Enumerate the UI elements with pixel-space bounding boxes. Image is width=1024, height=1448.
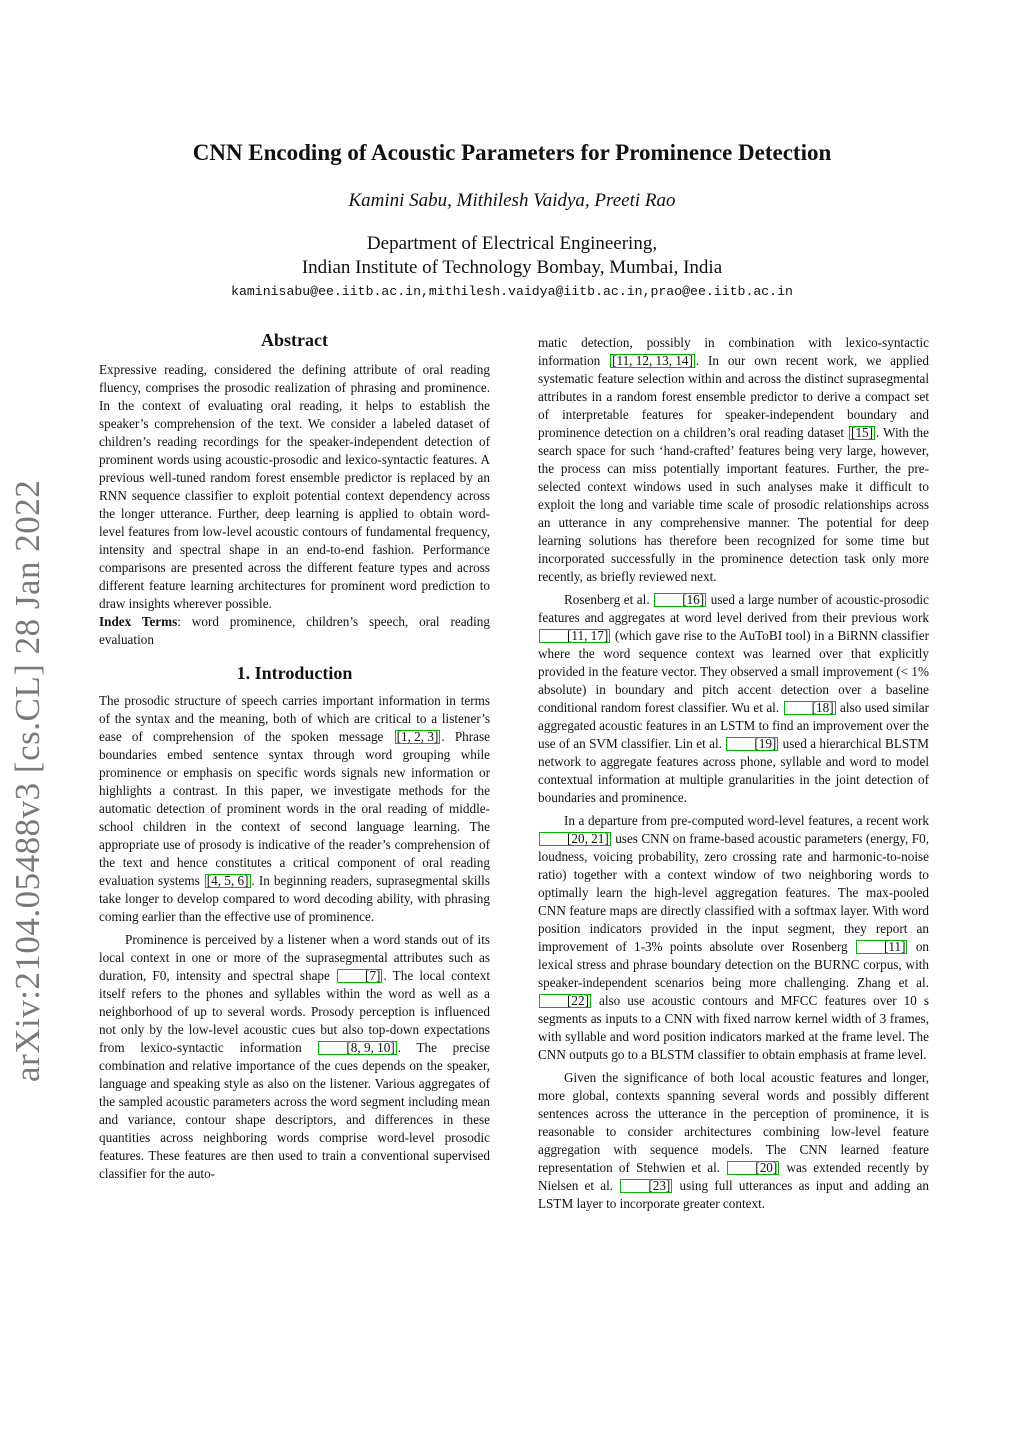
text-run: on lexical stress and phrase boundary detection on the BURNC corpus, with speaker-independent scenarios being more challenging. Zhang et al. bbox=[538, 939, 930, 990]
citation-link[interactable]: [18] bbox=[784, 701, 836, 715]
text-run: The prosodic structure of speech carries important information in terms of the syntax and the meaning, both of which are critical to a listener’s ease of comprehension of the spoken message bbox=[99, 693, 490, 744]
citation-link[interactable]: [20, 21] bbox=[539, 832, 611, 846]
citation-link[interactable]: [15] bbox=[851, 425, 874, 440]
text-run: used a large number of acoustic-prosodic features and aggregates at word level derived from their previous work bbox=[538, 592, 929, 625]
intro-paragraph-3 bbox=[538, 591, 929, 807]
text-run: matic detection, possibly in combination with lexico-syntactic information bbox=[538, 335, 929, 368]
introduction-heading: 1. Introduction bbox=[236, 663, 353, 683]
index-terms bbox=[99, 613, 490, 649]
text-run: . With the search space for such ‘hand-crafted’ features being very large, however, the process can miss potentially important features. Further, the pre-selected context windows used in such analyses make it difficult to exploit the long and variable time scale of prosodic relationships across an utterance in any comprehensive manner. The potential for deep learning solutions has therefore been recognized for some time but incorporated successfully in the prominence detection task only more recently, as briefly reviewed next. bbox=[538, 425, 929, 584]
affiliation bbox=[0, 232, 1024, 280]
right-column bbox=[538, 334, 929, 1213]
citation-link[interactable]: [20] bbox=[727, 1161, 779, 1175]
citation-link[interactable]: [22] bbox=[539, 994, 591, 1008]
intro-paragraph-5 bbox=[538, 1069, 929, 1213]
paper-title: CNN Encoding of Acoustic Parameters for Prominence Detection bbox=[192, 140, 832, 165]
text-run: . The local context itself refers to the phones and syllables within the word as well as a neighborhood of up to several words. Prosody perception is influenced not only by the low-level acoustic cues but also top-down expectations from lexico-syntactic information bbox=[99, 968, 490, 1055]
citation-link[interactable]: [11, 17] bbox=[539, 629, 610, 643]
intro-paragraph-2-continued bbox=[538, 334, 929, 586]
index-terms-text: : word prominence, children’s speech, oral reading evaluation bbox=[99, 614, 490, 647]
text-run: . In our own recent work, we applied systematic feature selection within and across the distinct suprasegmental attributes in a random forest ensemble predictor to derive a compact set of interpretable features for speaker-independent boundary and prominence detection on a children’s oral reading dataset bbox=[538, 353, 929, 440]
citation-link[interactable]: [7] bbox=[337, 969, 382, 983]
citation-link[interactable]: [11, 12, 13, 14] bbox=[612, 353, 693, 368]
author-emails: kaminisabu@ee.iitb.ac.in,mithilesh.vaidya@iitb.ac.in,prao@ee.iitb.ac.in bbox=[231, 284, 793, 299]
abstract-text: Expressive reading, considered the defining attribute of oral reading fluency, comprises the prosodic realization of phrasing and prominence. In the context of evaluating oral reading, it helps to establish the speaker’s comprehension of the text. We consider a labeled dataset of children’s reading recordings for the speaker-independent detection of prominent words using acoustic-prosodic and lexico-syntactic features. A previous well-tuned random forest ensemble predictor is replaced by an RNN sequence classifier to exploit potential context dependency across the longer utterance. Further, deep learning is applied to obtain word-level features from low-level acoustic contours of fundamental frequency, intensity and spectral shape in an end-to-end fashion. Performance comparisons are presented across the different feature types and across different feature learning architectures for prominent word prediction to draw insights wherever possible. bbox=[99, 362, 490, 611]
text-run: Rosenberg et al. bbox=[564, 592, 654, 607]
affiliation-line-1: Department of Electrical Engineering, bbox=[366, 233, 658, 254]
text-run: using full utterances as input and adding an LSTM layer to incorporate greater context. bbox=[538, 1178, 929, 1211]
text-run: used a hierarchical BLSTM network to aggregate features across phone, syllable and word to model contextual information at multiple granularities in the joint detection of boundaries and prominence. bbox=[538, 736, 929, 805]
text-run: . In beginning readers, suprasegmental skills take longer to develop compared to word decoding ability, with phrasing coming earlier than the effective use of prominence. bbox=[99, 873, 490, 924]
abstract-heading: Abstract bbox=[261, 330, 328, 350]
citation-link[interactable]: [19] bbox=[726, 737, 778, 751]
text-run: . Phrase boundaries embed sentence syntax through word grouping while prominence or emphasis on specific words signals new information or highlights a contrast. In this paper, we investigate methods for the automatic detection of prominent words in the oral reading of middle-school children in the context of second language learning. The appropriate use of prosody is indicative of the reader’s comprehension of the text and hence constitutes a critical component of oral reading evaluation systems bbox=[99, 729, 490, 888]
citation-link[interactable]: [4, 5, 6] bbox=[206, 873, 249, 888]
paper-authors: Kamini Sabu, Mithilesh Vaidya, Preeti Rao bbox=[348, 190, 676, 211]
text-run: was extended recently by Nielsen et al. bbox=[538, 1160, 930, 1193]
text-run: . The precise combination and relative importance of the cues depends on the speaker, language and speaking style as also on the listener. Various aggregates of the sampled acoustic parameters across the word segment including mean and variance, contour shape descriptors, and differences in these quantities across neighboring words comprise word-level prosodic features. These features are then used to train a conventional supervised classifier for the auto- bbox=[99, 1040, 490, 1181]
left-column bbox=[99, 330, 490, 1183]
arxiv-sidebar-identifier bbox=[8, 430, 88, 1082]
intro-paragraph-4 bbox=[538, 812, 929, 1064]
citation-link[interactable]: [11] bbox=[856, 940, 907, 954]
arxiv-id-text: arXiv:2104.05488v3 [cs.CL] 28 Jan 2022 bbox=[8, 479, 47, 1082]
text-run: (which gave rise to the AuToBI tool) in a BiRNN classifier where the word sequence context was learned over that explicitly provided in the feature vector. They observed a small improvement (< 1% absolute) in boundary and pitch accent detection over a baseline conditional random forest classifier. Wu et al. bbox=[538, 628, 929, 715]
text-run: Given the significance of both local acoustic features and longer, more global, contexts spanning several words and possibly different sentences across the utterance in the perception of prominence, it is reasonable to consider architectures combining low-level feature aggregation with sequence models. The CNN learned feature representation of Stehwien et al. bbox=[538, 1070, 929, 1175]
text-run: In a departure from pre-computed word-level features, a recent work bbox=[564, 813, 929, 828]
text-run: also used similar aggregated acoustic features in an LSTM to find an improvement over the use of an SVM classifier. Lin et al. bbox=[538, 700, 929, 751]
citation-link[interactable]: [8, 9, 10] bbox=[318, 1041, 396, 1055]
citation-link[interactable]: [16] bbox=[654, 593, 706, 607]
text-run: also use acoustic contours and MFCC features over 10 s segments as inputs to a CNN with fixed narrow kernel width of 3 frames, with syllable and word position indicators marked at the frame level. The CNN outputs go to a BLSTM classifier to obtain emphasis at frame level. bbox=[538, 993, 929, 1062]
affiliation-line-2: Indian Institute of Technology Bombay, Mumbai, India bbox=[301, 257, 723, 278]
intro-paragraph-1 bbox=[99, 692, 490, 926]
text-run: uses CNN on frame-based acoustic parameters (energy, F0, loudness, voicing probability, zero crossing rate and harmonic-to-noise ratio) together with a context window of two neighboring words to optimally learn the high-level aggregation features. The max-pooled CNN feature maps are directly classified with a softmax layer. With word position indicators provided in the input segment, they report an improvement of 1-3% points absolute over Rosenberg bbox=[538, 831, 929, 954]
index-terms-label: Index Terms bbox=[99, 614, 178, 629]
intro-paragraph-2 bbox=[99, 931, 490, 1183]
citation-link[interactable]: [23] bbox=[620, 1179, 672, 1193]
text-run: Prominence is perceived by a listener when a word stands out of its local context in one or more of the suprasegmental attributes such as duration, F0, intensity and spectral shape bbox=[99, 932, 490, 983]
citation-link[interactable]: [1, 2, 3] bbox=[396, 729, 439, 744]
